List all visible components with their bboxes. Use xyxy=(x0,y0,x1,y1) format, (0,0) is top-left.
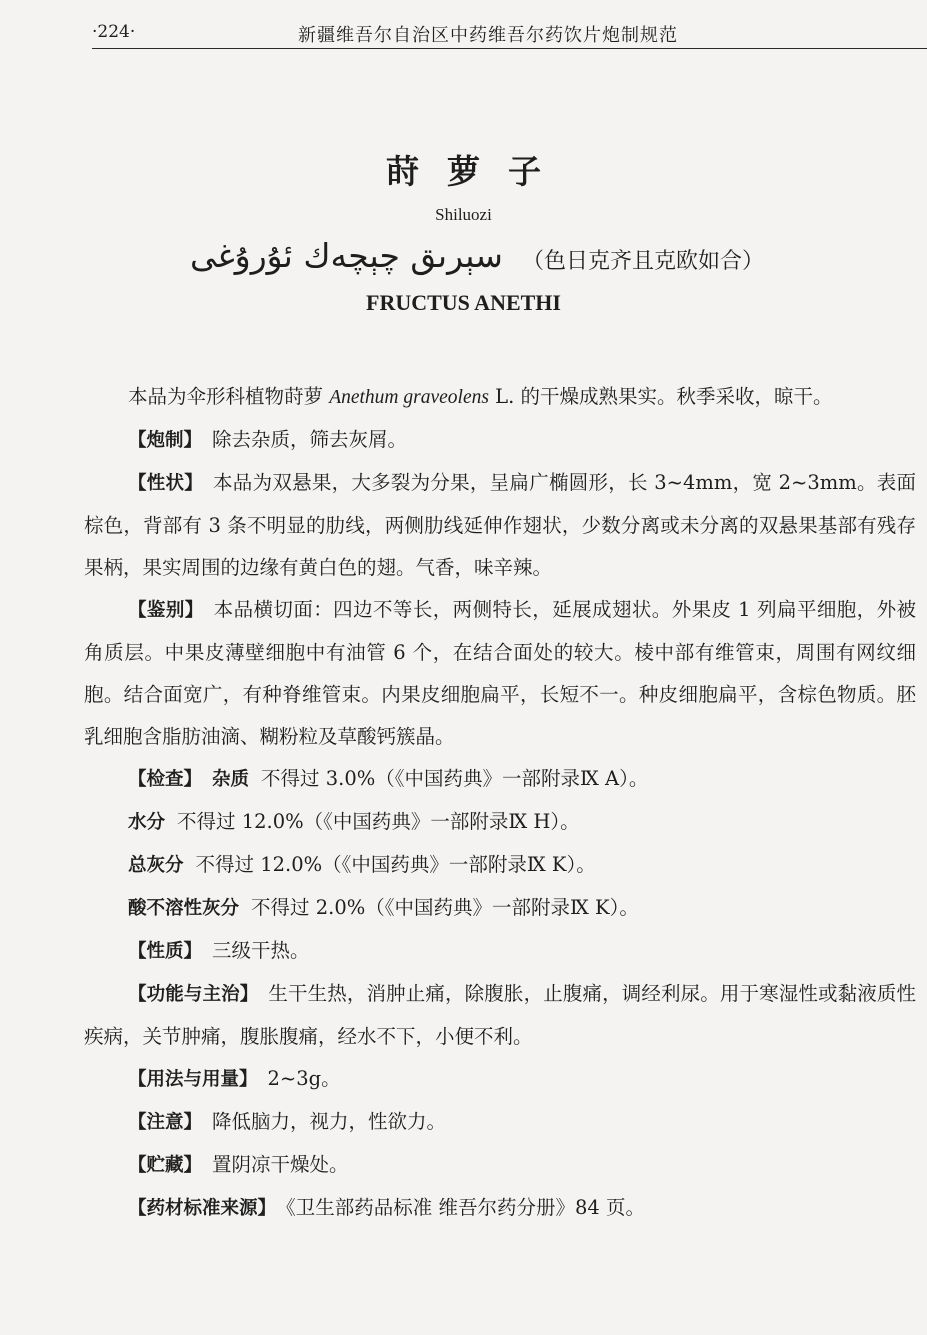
section-text: 本品横切面：四边不等长，两侧特长，延展成翅状。外果皮 1 列扁平细胞，外被角质层。中果皮薄壁细胞中有油管 6 个，在结合面处的较大。棱中部有维管束，周围有网纹细胞。结合面宽广，有种脊维管束。内果皮细胞扁平，长短不一。种皮细胞扁平，含棕色物质。胚乳细胞含脂肪油滴、糊粉粒及草酸钙簇晶。 xyxy=(84,598,916,748)
section-functions xyxy=(84,973,916,1058)
section-label: 【功能与主治】 xyxy=(128,984,259,1005)
section-dosage xyxy=(84,1058,916,1101)
page-number: ·224· xyxy=(92,22,136,42)
monograph-title-transliteration: （色日克齐且克欧如合） xyxy=(522,249,765,274)
monograph-title-uyghur-line xyxy=(190,232,810,282)
inspection-item-text: 不得过 12.0%（《中国药典》一部附录Ⅸ K）。 xyxy=(195,853,596,876)
section-label: 【用法与用量】 xyxy=(128,1069,258,1090)
section-text: 《卫生部药品标准 维吾尔药分册》84 页。 xyxy=(286,1196,645,1219)
inspection-item-row xyxy=(84,844,916,887)
section-inspection xyxy=(84,758,916,801)
section-label: 【性质】 xyxy=(128,941,203,962)
section-label: 【鉴别】 xyxy=(128,600,204,621)
inspection-item-text: 不得过 12.0%（《中国药典》一部附录Ⅸ H）。 xyxy=(177,810,580,833)
monograph-title-chinese: 莳萝子 xyxy=(386,152,569,191)
section-nature xyxy=(84,930,916,973)
intro-species-name: Anethum graveolens xyxy=(329,387,489,408)
monograph-title-latin: FRUCTUS ANETHI xyxy=(366,290,561,315)
section-label: 【药材标准来源】 xyxy=(128,1198,277,1219)
section-text: 2~3g。 xyxy=(267,1067,341,1090)
section-label: 【炮制】 xyxy=(128,430,203,451)
monograph-body xyxy=(84,376,916,1230)
intro-suffix: L. 的干燥成熟果实。秋季采收，晾干。 xyxy=(488,385,833,408)
section-caution xyxy=(84,1101,916,1144)
inspection-item-name: 杂质 xyxy=(212,769,250,790)
intro-prefix: 本品为伞形科植物莳萝 xyxy=(128,385,330,408)
section-text: 除去杂质，筛去灰屑。 xyxy=(212,428,408,451)
section-label: 【性状】 xyxy=(128,473,204,494)
inspection-item-text: 不得过 2.0%（《中国药典》一部附录Ⅸ K）。 xyxy=(251,896,639,919)
section-text: 三级干热。 xyxy=(212,939,310,962)
monograph-title-uyghur: سېرىق چېچەك ئۇرۇغى xyxy=(190,236,503,275)
section-text: 生干生热，消肿止痛，除腹胀，止腹痛，调经利尿。用于寒湿性或黏液质性疾病，关节肿痛，腹胀腹痛，经水不下，小便不利。 xyxy=(84,982,916,1048)
section-text: 置阴凉干燥处。 xyxy=(212,1153,349,1176)
section-label: 【注意】 xyxy=(128,1112,203,1133)
inspection-item-name: 总灰分 xyxy=(128,855,184,876)
section-description xyxy=(84,462,916,589)
section-source xyxy=(84,1187,916,1230)
section-identification xyxy=(84,589,916,758)
section-text: 本品为双悬果，大多裂为分果，呈扁广椭圆形，长 3~4mm，宽 2~3mm。表面棕色，背部有 3 条不明显的肋线，两侧肋线延伸作翅状，少数分离或未分离的双悬果基部有残存果柄，果实周围的边缘有黄白色的翅。气香，味辛辣。 xyxy=(84,471,916,579)
section-text: 降低脑力，视力，性欲力。 xyxy=(212,1110,447,1133)
running-header xyxy=(92,18,927,49)
inspection-item-row xyxy=(84,887,916,930)
inspection-item-row xyxy=(84,801,916,844)
book-title: 新疆维吾尔自治区中药维吾尔药饮片炮制规范 xyxy=(298,25,678,46)
section-label: 【贮藏】 xyxy=(128,1155,203,1176)
inspection-item-name: 酸不溶性灰分 xyxy=(128,898,240,919)
intro-paragraph xyxy=(84,376,916,419)
section-label: 【检查】 xyxy=(128,769,203,790)
inspection-item-name: 水分 xyxy=(128,812,166,833)
monograph-title-pinyin: Shiluozi xyxy=(435,205,492,224)
inspection-item-text: 不得过 3.0%（《中国药典》一部附录Ⅸ A）。 xyxy=(261,767,649,790)
section-processing xyxy=(84,419,916,462)
section-storage xyxy=(84,1144,916,1187)
